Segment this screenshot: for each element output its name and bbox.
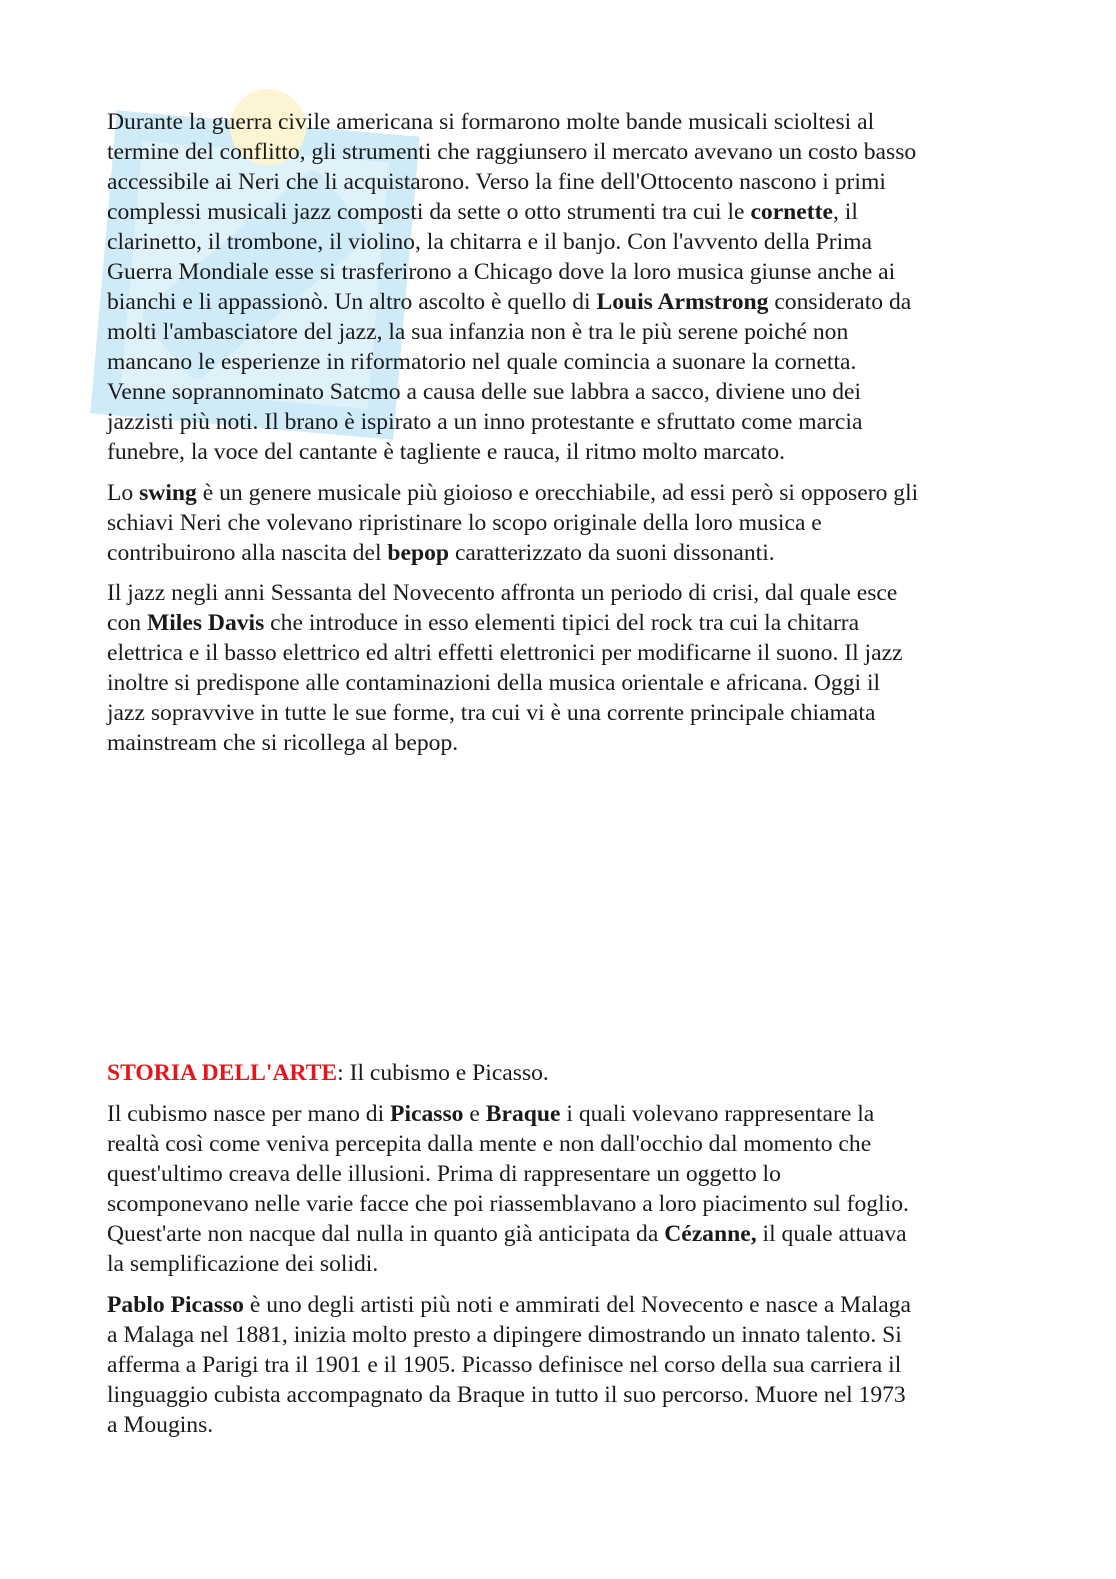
text-run: Lo — [107, 480, 140, 506]
bold-term-louis-armstrong: Louis Armstrong — [596, 289, 769, 315]
text-line: a Mougins. — [107, 1412, 214, 1438]
text-line — [107, 1058, 1007, 1088]
text-line: mainstream che si ricollega al bepop. — [107, 730, 459, 756]
text-run: è un genere musicale più gioioso e orecchiabile, ad essi però si opposero gli — [196, 480, 919, 506]
text-run: considerato da — [768, 289, 912, 315]
bold-term-bepop: bepop — [387, 540, 450, 566]
text-line: realtà così come veniva percepita dalla mente e non dall'occhio dal momento che — [107, 1131, 872, 1157]
text-line — [107, 1290, 1007, 1320]
text-run: Il cubismo nasce per mano di — [107, 1101, 391, 1127]
section-label: STORIA DELL'ARTE — [107, 1060, 338, 1086]
paragraph-swing — [107, 478, 1007, 568]
text-line: jazzisti più noti. Il brano è ispirato a un inno protestante e sfruttato come marcia — [107, 409, 863, 435]
text-line: Guerra Mondiale esse si trasferirono a Chicago dove la loro musica giunse anche ai — [107, 259, 896, 285]
text-run: i quali volevano rappresentare la — [560, 1101, 875, 1127]
text-line: Il jazz negli anni Sessanta del Novecento affronta un periodo di crisi, dal quale esce — [107, 580, 898, 606]
paragraph-pablo-picasso — [107, 1290, 1007, 1440]
bold-term-swing: swing — [139, 480, 197, 506]
text-line: mancano le esperienze in riformatorio nel quale comincia a suonare la cornetta. — [107, 349, 857, 375]
text-line — [107, 197, 1007, 227]
text-line — [107, 608, 1007, 638]
section-heading-storia-arte — [107, 1058, 1007, 1088]
text-line: quest'ultimo creava delle illusioni. Prima di rappresentare un oggetto lo — [107, 1161, 781, 1187]
text-line — [107, 1099, 1007, 1129]
text-line: Durante la guerra civile americana si formarono molte bande musicali scioltesi al — [107, 109, 875, 135]
text-line — [107, 287, 1007, 317]
text-run: bianchi e li appassionò. Un altro ascolto è quello di — [107, 289, 597, 315]
section-subtitle: : Il cubismo e Picasso. — [337, 1060, 549, 1086]
bold-term-picasso: Picasso — [390, 1101, 464, 1127]
text-run: con — [107, 610, 147, 636]
text-line: schiavi Neri che volevano ripristinare lo scopo originale della loro musica e — [107, 510, 822, 536]
paragraph-jazz-novecento — [107, 578, 1007, 758]
paragraph-cubismo — [107, 1099, 1007, 1279]
text-line: jazz sopravvive in tutte le sue forme, tra cui vi è una corrente principale chiamata — [107, 700, 876, 726]
text-line: molti l'ambasciatore del jazz, la sua infanzia non è tra le più serene poiché non — [107, 319, 849, 345]
text-run: e — [463, 1101, 486, 1127]
text-run: Quest'arte non nacque dal nulla in quanto già anticipata da — [107, 1221, 665, 1247]
text-line: Venne soprannominato Satcmo a causa delle sue labbra a sacco, diviene uno dei — [107, 379, 862, 405]
text-line: clarinetto, il trombone, il violino, la chitarra e il banjo. Con l'avvento della Prima — [107, 229, 872, 255]
text-line: linguaggio cubista accompagnato da Braque in tutto il suo percorso. Muore nel 1973 — [107, 1382, 906, 1408]
bold-term-miles-davis: Miles Davis — [146, 610, 265, 636]
text-line: afferma a Parigi tra il 1901 e il 1905. Picasso definisce nel corso della sua carriera il — [107, 1352, 902, 1378]
text-line: la semplificazione dei solidi. — [107, 1251, 379, 1277]
bold-term-braque: Braque — [485, 1101, 561, 1127]
text-run: contribuirono alla nascita del — [107, 540, 388, 566]
text-line — [107, 538, 1007, 568]
text-line — [107, 478, 1007, 508]
bold-term-pablo-picasso: Pablo Picasso — [107, 1292, 244, 1318]
text-run: caratterizzato da suoni dissonanti. — [449, 540, 775, 566]
text-run: complessi musicali jazz composti da sette o otto strumenti tra cui le — [107, 199, 751, 225]
text-line — [107, 1219, 1007, 1249]
text-run: che introduce in esso elementi tipici del rock tra cui la chitarra — [264, 610, 860, 636]
bold-term-cezanne: Cézanne, — [664, 1221, 757, 1247]
text-run: , il — [832, 199, 858, 225]
text-line: elettrica e il basso elettrico ed altri effetti elettronici per modificarne il suono. Il jazz — [107, 640, 903, 666]
paragraph-jazz-history — [107, 107, 1007, 467]
text-line: scomponevano nelle varie facce che poi riassemblavano a loro piacimento sul foglio. — [107, 1191, 909, 1217]
text-line: funebre, la voce del cantante è tagliente e rauca, il ritmo molto marcato. — [107, 439, 786, 465]
text-run: il quale attuava — [756, 1221, 907, 1247]
text-line: termine del conflitto, gli strumenti che raggiunsero il mercato avevano un costo basso — [107, 139, 917, 165]
text-line: inoltre si predispone alle contaminazioni della musica orientale e africana. Oggi il — [107, 670, 881, 696]
text-line: accessibile ai Neri che li acquistarono. Verso la fine dell'Ottocento nascono i primi — [107, 169, 886, 195]
text-line: a Malaga nel 1881, inizia molto presto a dipingere dimostrando un innato talento. Si — [107, 1322, 902, 1348]
bold-term-cornette: cornette — [750, 199, 833, 225]
text-run: è uno degli artisti più noti e ammirati del Novecento e nasce a Malaga — [243, 1292, 911, 1318]
